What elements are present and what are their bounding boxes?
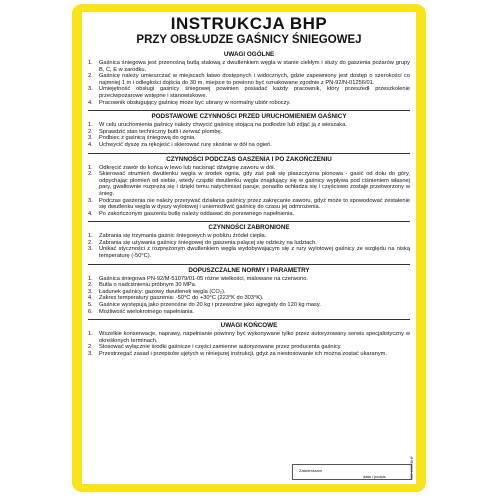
item-number: 2. bbox=[88, 344, 93, 351]
item-number: 3. bbox=[88, 288, 93, 295]
item-number: 5. bbox=[88, 302, 93, 309]
item-number: 4. bbox=[88, 99, 93, 106]
item-text: Przestrzegać zasad i przepisów ujętych w niniejszej instrukcji, gdyż za niestosowanie ich można zostać ukaranym. bbox=[99, 351, 387, 357]
item-number: 2. bbox=[88, 282, 93, 289]
item-number: 3. bbox=[88, 135, 93, 142]
section-list bbox=[88, 122, 410, 148]
section-heading: PODSTAWOWE CZYNNOŚCI PRZED URUCHOMIENIEM GAŚNICY bbox=[88, 110, 410, 121]
item-number: 1. bbox=[88, 60, 93, 66]
item-number: 1. bbox=[88, 164, 93, 171]
sign-frame bbox=[72, 4, 426, 492]
list-item bbox=[88, 165, 410, 172]
list-item bbox=[88, 240, 410, 247]
instruction-panel bbox=[82, 12, 416, 484]
list-item bbox=[88, 309, 410, 316]
item-number: 3. bbox=[88, 351, 93, 357]
list-item bbox=[88, 276, 410, 283]
page-subtitle: PRZY OBSŁUDZE GAŚNICY ŚNIEGOWEJ bbox=[136, 34, 362, 46]
item-text: Skierować strumień dwutlenku węgla w środek ognia, gdy zaś pali się płaszczyzna pionowa - gasić od dołu do góry, odpychając płomień od siebie, wtedy cząstki dwutlenku węgla znajdujący się w gaśnicy wypływa pod ciśnieniem własnej pary, gwałtownie rozpręża się i dzięki temu natychmiast paruje, ponadto ochładza się i częściowo zostaje przetworzony w śnieg. bbox=[99, 171, 410, 197]
section bbox=[82, 264, 416, 316]
list-item bbox=[88, 344, 410, 351]
list-item bbox=[88, 351, 410, 358]
item-text: Umiejętność obsługi gaśnicy śniegowej powinien posiadać każdy pracownik, który przeszedł przeszkolenie przeciwpożarowe wstępne i stanowiskowe. bbox=[99, 86, 410, 99]
section-heading: CZYNNOŚCI PODCZAS GASZENIA I PO ZAKOŃCZENIU bbox=[88, 153, 410, 164]
section-heading: DOPUSZCZALNE NORMY I PARAMETRY bbox=[88, 264, 410, 275]
section bbox=[82, 221, 416, 259]
item-text: Butla o nadciśnieniu próbnym 30 MPa. bbox=[99, 282, 197, 289]
list-item bbox=[88, 142, 410, 149]
list-item bbox=[88, 135, 410, 142]
list-item bbox=[88, 129, 410, 136]
section-list bbox=[88, 60, 410, 106]
section-list bbox=[88, 331, 410, 357]
item-number: 6. bbox=[88, 308, 93, 315]
list-item bbox=[88, 73, 410, 86]
section bbox=[82, 110, 416, 148]
list-item bbox=[88, 282, 410, 289]
list-item bbox=[88, 60, 410, 73]
signature-label: Zatwierdzam bbox=[299, 468, 322, 473]
item-text: Uchwycić dyszę za rękojeść i skierować rurę skośnie w dół na ogień. bbox=[99, 141, 272, 148]
item-text: Wszelkie konserwacje, naprawy, napełnianie powinny być wykonywane tylko przez autoryzowany serwis specjalistyczny w określonych terminach. bbox=[99, 331, 410, 344]
item-text: Podczas gaszenia nie należy przerywać działania gaśnicy przez zakręcanie zaworu, gdyż może to spowodować zestalenie się dwutlenku węgla w dyszy wylotowej i uniemożliwić gaśnicę do czasu jej odmrożenia. bbox=[99, 197, 410, 211]
item-text: Gaśnica śniegowa jest przenośną butlą stalową z dwutlenkiem węgla w stanie ciekłym i służy do gaszenia pożarów grupy B, C, E w zarodku. bbox=[99, 60, 410, 73]
item-text: Możliwość wielokrotnego napełniania. bbox=[99, 308, 195, 315]
section bbox=[82, 319, 416, 357]
list-item bbox=[88, 289, 410, 296]
list-item bbox=[88, 171, 410, 197]
item-number: 1. bbox=[88, 233, 93, 240]
item-text: Gaśnicę należy umieszczać w miejscach łatwo dostępnych i widocznych, gdzie zapewniony jest dostęp o szerokości co najmniej 1 m i odległości dojścia do 30 m, miejsce to powinno być oznakowane zgodnie z PN-92/N-01256/01. bbox=[99, 73, 410, 86]
document-code: TOP 0035/BHP bbox=[410, 456, 414, 480]
list-item bbox=[88, 211, 410, 218]
signature-box bbox=[292, 464, 412, 480]
page-title: INSTRUKCJA BHP bbox=[170, 14, 328, 33]
list-item bbox=[88, 331, 410, 344]
item-text: Zabrania się trzymania gaśnic śniegowych w pobliżu źródeł ciepła. bbox=[99, 233, 267, 240]
item-number: 2. bbox=[88, 239, 93, 246]
item-text: Odkręcić zawór do końca w lewo lub nacisnąć dźwignię zaworu w dół. bbox=[99, 164, 276, 171]
item-number: 3. bbox=[88, 246, 93, 253]
list-item bbox=[88, 100, 410, 107]
item-text: Gaśnica śniegowa PN-92/M-51079/01-05 różne wielkości, malowane na czerwono. bbox=[99, 275, 308, 282]
list-item bbox=[88, 295, 410, 302]
list-item bbox=[88, 233, 410, 240]
list-item bbox=[88, 122, 410, 129]
section-heading: UWAGI OGÓLNE bbox=[223, 51, 275, 58]
item-text: Pracownik obsługujący gaśnicę może być ubrany w normalny ubiór roboczy. bbox=[99, 99, 291, 106]
list-item bbox=[88, 198, 410, 211]
section-list bbox=[88, 276, 410, 316]
item-number: 1. bbox=[88, 331, 93, 338]
item-text: Stosować wyłącznie środki gaśnicze i części zamienne autoryzowane przez producenta gaśnicy. bbox=[99, 344, 342, 351]
item-number: 4. bbox=[88, 141, 93, 148]
item-number: 1. bbox=[88, 275, 93, 282]
item-text: Zabrania się używania gaśnicy śniegowej do gaszenia palącej się odzieży na ludziach. bbox=[99, 239, 317, 246]
section bbox=[82, 51, 416, 106]
section-heading: CZYNNOŚCI ZABRONIONE bbox=[88, 221, 410, 232]
item-text: Zakres temperatury gaszenia: -50°C do +30°C (223°K do 303°K). bbox=[99, 295, 264, 302]
item-number: 2. bbox=[88, 128, 93, 135]
sections-container bbox=[82, 51, 416, 358]
list-item bbox=[88, 86, 410, 99]
item-text: Ładunek gaśnicy: gazowy dwutlenek węgla (CO₂). bbox=[99, 288, 226, 295]
item-number: 2. bbox=[88, 73, 93, 80]
item-number: 4. bbox=[88, 295, 93, 302]
item-text: Sprawdzić stan techniczny butli i zerwać plombę. bbox=[99, 128, 223, 135]
item-number: 2. bbox=[88, 171, 93, 178]
item-text: Gaśnice występują jako przenośne do 20 kg i przewoźne jako agregaty do 120 kg masy. bbox=[99, 302, 321, 309]
list-item bbox=[88, 302, 410, 309]
item-text: Po zakończonym gaszeniu butlę należy oddawać do ponownego napełnienia. bbox=[99, 210, 295, 217]
section-list bbox=[88, 233, 410, 259]
item-text: Podbiec z gaśnicą śniegową do ognia. bbox=[99, 135, 196, 142]
item-number: 4. bbox=[88, 210, 93, 217]
section-list bbox=[88, 165, 410, 218]
signature-date-label: data i podpis bbox=[363, 474, 386, 479]
item-text: W celu uruchomienia gaśnicy należy chwycić gaśnicę stojącą na podłodze lub zdjąć ją z wieszaka. bbox=[99, 122, 347, 129]
item-text: Unikać styczności z rozprężonym dwutlenkiem węgla wydobywającym się z rury wylotowej gaśnicy ze względu na niską temperaturę (-50°C). bbox=[99, 246, 410, 260]
item-number: 3. bbox=[88, 86, 93, 93]
list-item bbox=[88, 246, 410, 259]
section-heading: UWAGI KOŃCOWE bbox=[88, 319, 410, 330]
item-number: 1. bbox=[88, 122, 93, 129]
section bbox=[82, 153, 416, 218]
item-number: 3. bbox=[88, 197, 93, 204]
